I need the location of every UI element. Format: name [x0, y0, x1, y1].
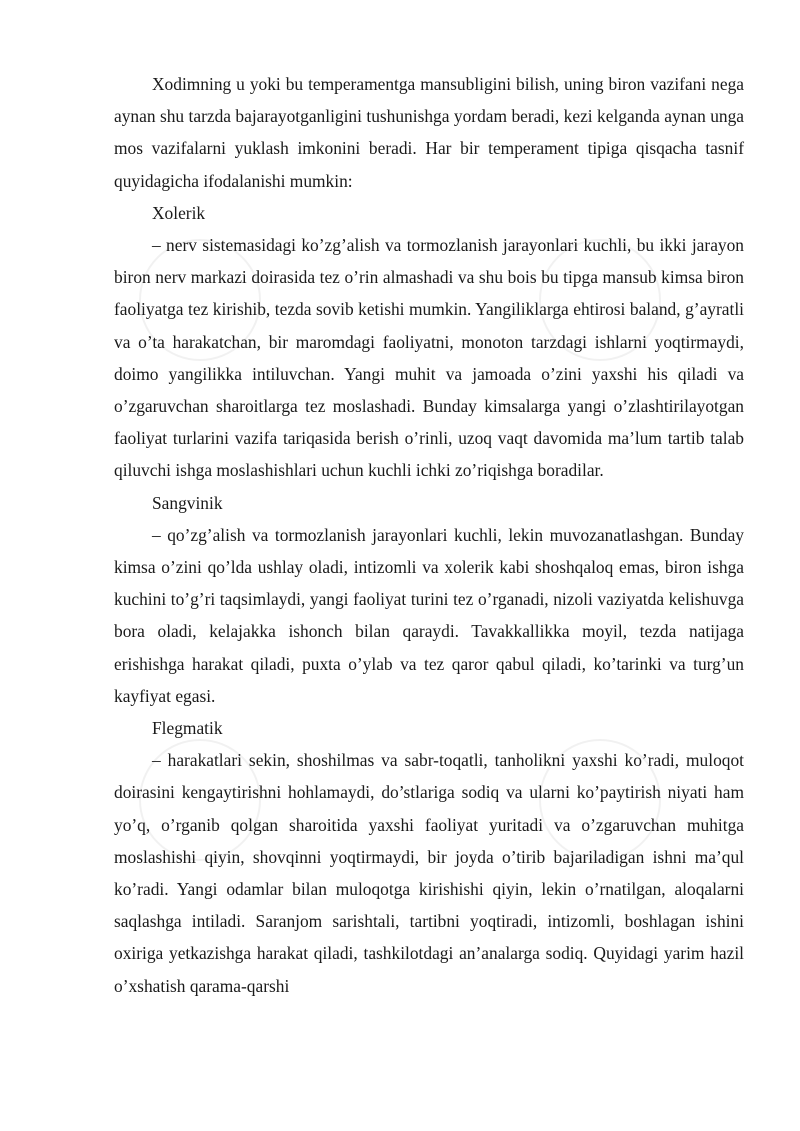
xolerik-paragraph: – nerv sistemasidagi ko’zg’alish va tormozlanish jarayonlari kuchli, bu ikki jarayon biron nerv markazi doirasida tez o’rin almashadi va shu bois bu tipga mansub kimsa biron faoliyatga tez kirishib, tezda sovib ketishi mumkin. Yangiliklarga ehtirosi baland, g’ayratli va o’ta harakatchan, bir maromdagi faoliyatni, monoton tarzdagi ishlarni yoqtirmaydi, doimo yangilikka intiluvchan. Yangi muhit va jamoada o’zini yaxshi his qiladi va o’zgaruvchan sharoitlarga tez moslashadi. Bunday kimsalarga yangi o’zlashtirilayotgan faoliyat turlarini vazifa tariqasida berish o’rinli, uzoq vaqt davomida ma’lum tartib talab qiluvchi ishga moslashishlari uchun kuchli ichki zo’riqishga boradilar. [114, 235, 744, 481]
sangvinik-paragraph: – qo’zg’alish va tormozlanish jarayonlari kuchli, lekin muvozanatlashgan. Bunday kimsa o’zini qo’lda ushlay oladi, intizomli va xolerik kabi shoshqaloq emas, biron ishga kuchini to’g’ri taqsimlaydi, yangi faoliyat turini tez o’rganadi, nizoli vaziyatda kelishuvga bora oladi, kelajakka ishonch bilan qaraydi. Tavakkallikka moyil, tezda natijaga erishishga harakat qiladi, puxta o’ylab va tez qaror qabul qiladi, ko’tarinki va turg’un kayfiyat egasi. [114, 524, 744, 706]
document-page [114, 68, 744, 1002]
flegmatik-paragraph: – harakatlari sekin, shoshilmas va sabr-toqatli, tanholikni yaxshi ko’radi, muloqot doirasini kengaytirishni hohlamaydi, do’stlariga sodiq va ularni ko’paytirish niyati ham yo’q, o’rganib qolgan sharoitida yaxshi faoliyat yuritadi va o’zgaruvchan muhitga moslashishi qiyin, shovqinni yoqtirmaydi, bir joyda o’tirib bajariladigan ishni ma’qul ko’radi. Yangi odamlar bilan muloqotga kirishishi qiyin, lekin o’rnatilgan, aloqalarni saqlashga intiladi. Saranjom sarishtali, tartibni yoqtiradi, intizomli, boshlagan ishini oxiriga yetkazishga harakat qiladi, tashkilotdagi an’analarga sodiq. Quyidagi yarim hazil o’xshatish qarama-qarshi [114, 750, 744, 996]
intro-paragraph: Xodimning u yoki bu temperamentga mansubligini bilish, uning biron vazifani nega aynan shu tarzda bajarayotganligini tushunishga yordam beradi, kezi kelganda aynan unga mos vazifalarni yuklash imkonini beradi. Har bir temperament tipiga qisqacha tasnif quyidagicha ifodalanishi mumkin: [114, 74, 744, 191]
heading-flegmatik: Flegmatik [152, 718, 223, 739]
heading-sangvinik: Sangvinik [152, 492, 223, 513]
heading-xolerik: Xolerik [152, 202, 206, 223]
